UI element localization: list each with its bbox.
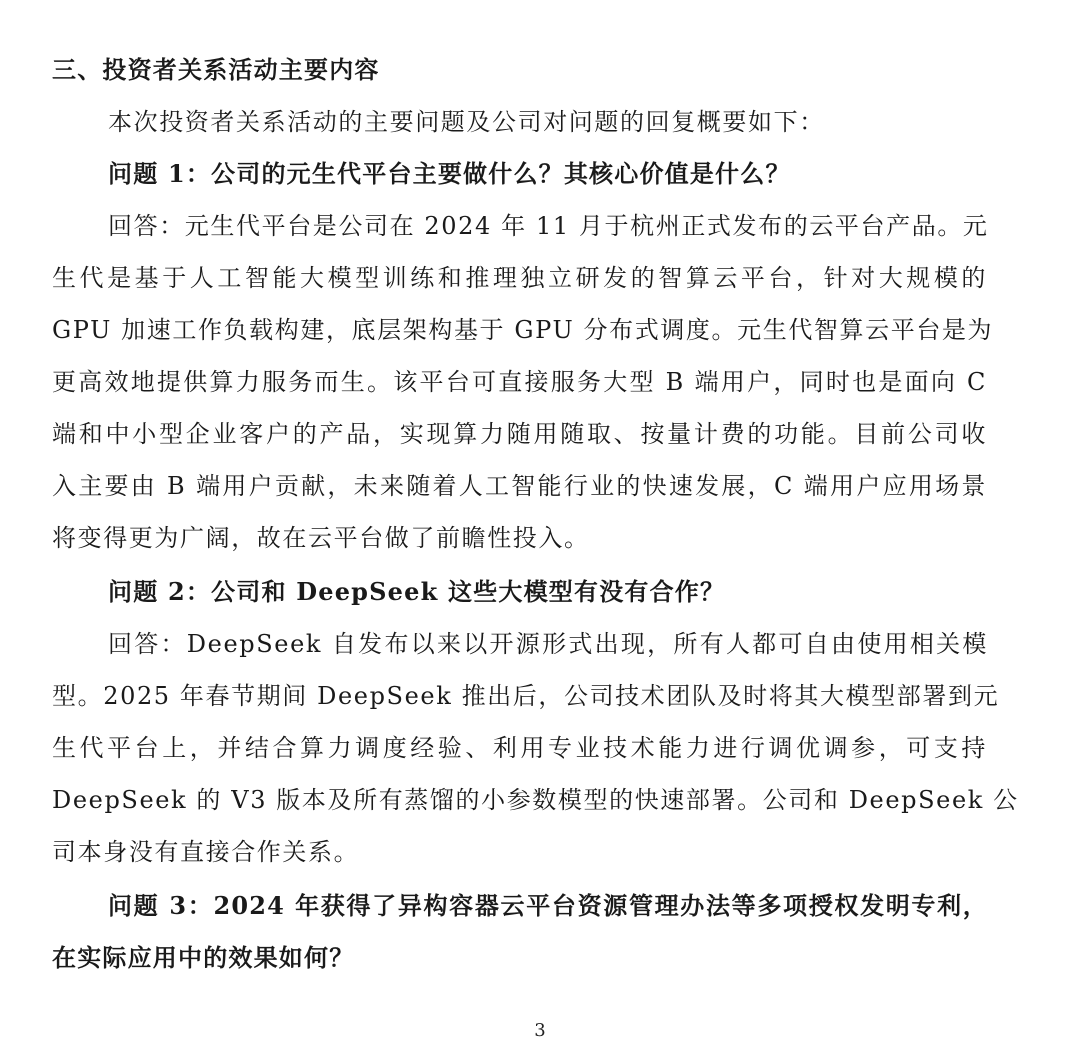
question-3-line-1: 问题 3：2024 年获得了异构容器云平台资源管理办法等多项授权发明专利，: [108, 891, 988, 920]
answer-1-line-6: 入主要由 B 端用户贡献，未来随着人工智能行业的快速发展，C 端用户应用场景: [52, 472, 987, 500]
answer-1-line-2: 生代是基于人工智能大模型训练和推理独立研发的智算云平台，针对大规模的: [52, 264, 987, 292]
answer-2-line-1: 回答：DeepSeek 自发布以来以开源形式出现，所有人都可自由使用相关模: [108, 630, 988, 658]
answer-2-line-5: 司本身没有直接合作关系。: [52, 838, 360, 866]
question-2: 问题 2：公司和 DeepSeek 这些大模型有没有合作？: [108, 577, 726, 606]
question-1: 问题 1：公司的元生代平台主要做什么？其核心价值是什么？: [108, 159, 791, 188]
intro-text: 本次投资者关系活动的主要问题及公司对问题的回复概要如下：: [108, 108, 825, 136]
question-3-line-2: 在实际应用中的效果如何？: [52, 943, 355, 972]
answer-1-line-3: GPU 加速工作负载构建，底层架构基于 GPU 分布式调度。元生代智算云平台是为: [52, 316, 994, 344]
section-title: 三、投资者关系活动主要内容: [52, 55, 380, 84]
answer-2-line-4: DeepSeek 的 V3 版本及所有蒸馏的小参数模型的快速部署。公司和 DeepSeek 公: [52, 786, 1019, 814]
answer-1-line-4: 更高效地提供算力服务而生。该平台可直接服务大型 B 端用户，同时也是面向 C: [52, 368, 987, 396]
answer-2-line-2: 型。2025 年春节期间 DeepSeek 推出后，公司技术团队及时将其大模型部署到元: [52, 682, 1000, 710]
answer-1-line-7: 将变得更为广阔，故在云平台做了前瞻性投入。: [52, 524, 590, 552]
answer-1-line-1: 回答：元生代平台是公司在 2024 年 11 月于杭州正式发布的云平台产品。元: [108, 212, 989, 240]
answer-1-line-5: 端和中小型企业客户的产品，实现算力随用随取、按量计费的功能。目前公司收: [52, 420, 987, 448]
page-number: 3: [534, 1020, 546, 1041]
answer-2-line-3: 生代平台上，并结合算力调度经验、利用专业技术能力进行调优调参，可支持: [52, 734, 987, 762]
